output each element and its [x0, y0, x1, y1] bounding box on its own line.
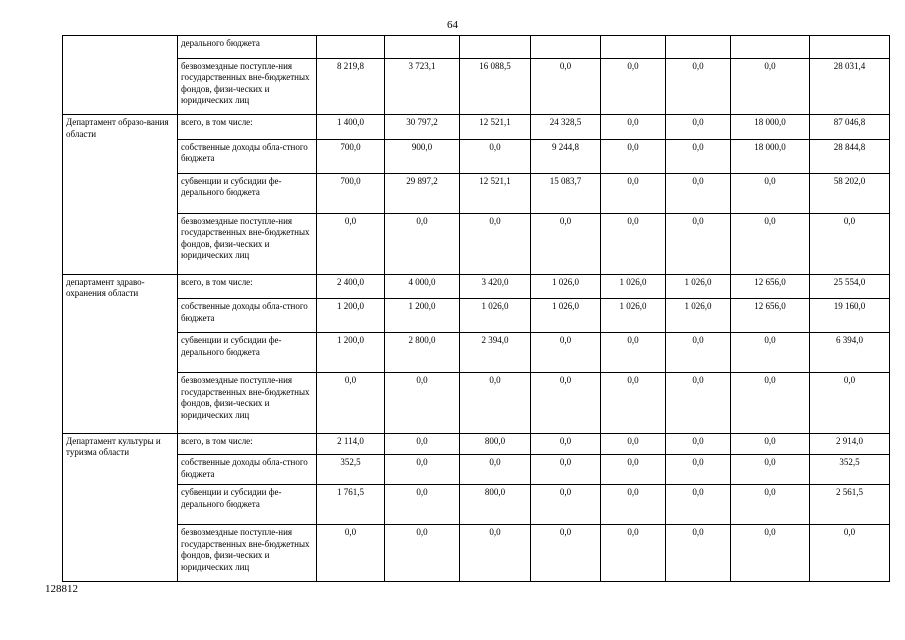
value-cell: 8 219,8 [317, 58, 385, 115]
value-cell: 0,0 [460, 525, 531, 582]
value-cell: 0,0 [531, 58, 601, 115]
value-cell: 1 026,0 [531, 274, 601, 299]
value-cell: 0,0 [731, 173, 810, 213]
value-cell: 0,0 [666, 373, 731, 434]
value-cell: 700,0 [317, 173, 385, 213]
value-cell: 2 400,0 [317, 274, 385, 299]
total-cell: 2 914,0 [810, 433, 890, 455]
value-cell: 0,0 [601, 213, 666, 274]
table-row [63, 333, 890, 373]
value-cell: 0,0 [666, 333, 731, 373]
funding-source-cell: безвозмездные поступле-ния государственных вне-бюджетных фондов, физи-ческих и юридических лиц [178, 213, 317, 274]
funding-source-cell: безвозмездные поступле-ния государственных вне-бюджетных фондов, физи-ческих и юридических лиц [178, 525, 317, 582]
table-row [63, 213, 890, 274]
value-cell: 0,0 [317, 373, 385, 434]
value-cell: 0,0 [601, 433, 666, 455]
funding-source-cell: всего, в том числе: [178, 433, 317, 455]
value-cell: 0,0 [666, 455, 731, 485]
table-row [63, 115, 890, 140]
value-cell: 1 026,0 [666, 299, 731, 333]
value-cell: 0,0 [731, 525, 810, 582]
value-cell: 0,0 [666, 433, 731, 455]
value-cell: 700,0 [317, 139, 385, 173]
value-cell: 0,0 [601, 373, 666, 434]
total-cell: 0,0 [810, 213, 890, 274]
value-cell: 1 200,0 [385, 299, 460, 333]
value-cell: 29 897,2 [385, 173, 460, 213]
value-cell: 0,0 [731, 485, 810, 525]
value-cell: 0,0 [601, 485, 666, 525]
value-cell: 0,0 [531, 455, 601, 485]
value-cell: 0,0 [731, 455, 810, 485]
total-cell: 28 031,4 [810, 58, 890, 115]
value-cell: 0,0 [731, 433, 810, 455]
value-cell: 0,0 [460, 373, 531, 434]
funding-source-cell: субвенции и субсидии фе-дерального бюджета [178, 173, 317, 213]
value-cell: 0,0 [385, 213, 460, 274]
department-name: Департамент образо-вания области [63, 115, 178, 274]
value-cell: 0,0 [531, 433, 601, 455]
value-cell: 0,0 [531, 213, 601, 274]
total-cell: 25 554,0 [810, 274, 890, 299]
value-cell: 12 521,1 [460, 173, 531, 213]
total-cell: 352,5 [810, 455, 890, 485]
value-cell: 0,0 [385, 455, 460, 485]
funding-source-cell: безвозмездные поступле-ния государственных вне-бюджетных фондов, физи-ческих и юридических лиц [178, 373, 317, 434]
value-cell: 0,0 [601, 173, 666, 213]
value-cell: 800,0 [460, 485, 531, 525]
funding-source-cell: всего, в том числе: [178, 274, 317, 299]
value-cell: 0,0 [666, 173, 731, 213]
total-cell: 19 160,0 [810, 299, 890, 333]
value-cell: 0,0 [731, 373, 810, 434]
table-row [63, 58, 890, 115]
table-body [63, 36, 890, 582]
value-cell: 0,0 [666, 115, 731, 140]
value-cell: 0,0 [317, 525, 385, 582]
table-row [63, 485, 890, 525]
value-cell: 1 026,0 [460, 299, 531, 333]
table-row [63, 139, 890, 173]
table-row [63, 373, 890, 434]
value-cell: 3 420,0 [460, 274, 531, 299]
total-cell: 2 561,5 [810, 485, 890, 525]
value-cell: 18 000,0 [731, 139, 810, 173]
value-cell: 0,0 [385, 373, 460, 434]
value-cell: 2 800,0 [385, 333, 460, 373]
value-cell: 1 761,5 [317, 485, 385, 525]
value-cell: 0,0 [666, 485, 731, 525]
table-row [63, 433, 890, 455]
value-cell: 0,0 [731, 58, 810, 115]
value-cell: 1 026,0 [601, 299, 666, 333]
funding-source-cell: собственные доходы обла-стного бюджета [178, 455, 317, 485]
document-code: 128812 [45, 583, 78, 595]
value-cell [531, 36, 601, 59]
total-cell: 0,0 [810, 373, 890, 434]
value-cell: 1 200,0 [317, 333, 385, 373]
value-cell: 0,0 [731, 333, 810, 373]
total-cell: 28 844,8 [810, 139, 890, 173]
value-cell: 352,5 [317, 455, 385, 485]
value-cell: 0,0 [460, 455, 531, 485]
value-cell [666, 36, 731, 59]
page-number: 64 [447, 19, 458, 31]
table-row [63, 525, 890, 582]
value-cell: 1 400,0 [317, 115, 385, 140]
value-cell: 0,0 [731, 213, 810, 274]
department-cell-continued [63, 36, 178, 115]
value-cell: 2 394,0 [460, 333, 531, 373]
value-cell: 1 200,0 [317, 299, 385, 333]
department-name: департамент здраво-охранения области [63, 274, 178, 433]
value-cell: 3 723,1 [385, 58, 460, 115]
value-cell: 0,0 [531, 485, 601, 525]
value-cell: 800,0 [460, 433, 531, 455]
value-cell: 0,0 [666, 525, 731, 582]
table-row [63, 173, 890, 213]
budget-table [62, 35, 890, 582]
value-cell: 0,0 [601, 139, 666, 173]
total-cell: 87 046,8 [810, 115, 890, 140]
value-cell: 2 114,0 [317, 433, 385, 455]
value-cell: 0,0 [601, 58, 666, 115]
funding-source-cell: собственные доходы обла-стного бюджета [178, 139, 317, 173]
value-cell [601, 36, 666, 59]
funding-source-cell: субвенции и субсидии фе-дерального бюджета [178, 333, 317, 373]
value-cell: 0,0 [385, 525, 460, 582]
value-cell: 0,0 [666, 58, 731, 115]
value-cell: 0,0 [317, 213, 385, 274]
value-cell [385, 36, 460, 59]
value-cell [317, 36, 385, 59]
table-row [63, 299, 890, 333]
value-cell: 0,0 [385, 485, 460, 525]
funding-source-cell: собственные доходы обла-стного бюджета [178, 299, 317, 333]
value-cell: 0,0 [385, 433, 460, 455]
value-cell: 4 000,0 [385, 274, 460, 299]
total-cell [810, 36, 890, 59]
value-cell: 9 244,8 [531, 139, 601, 173]
department-name: Департамент культуры и туризма области [63, 433, 178, 581]
table-row [63, 36, 890, 59]
table-row [63, 274, 890, 299]
value-cell: 0,0 [531, 525, 601, 582]
funding-source-cell: безвозмездные поступле-ния государственных вне-бюджетных фондов, физи-ческих и юридических лиц [178, 58, 317, 115]
value-cell: 0,0 [601, 455, 666, 485]
value-cell: 0,0 [460, 213, 531, 274]
total-cell: 0,0 [810, 525, 890, 582]
value-cell: 1 026,0 [531, 299, 601, 333]
total-cell: 6 394,0 [810, 333, 890, 373]
value-cell: 12 521,1 [460, 115, 531, 140]
value-cell: 15 083,7 [531, 173, 601, 213]
table-row [63, 455, 890, 485]
value-cell: 900,0 [385, 139, 460, 173]
value-cell: 0,0 [531, 333, 601, 373]
value-cell: 0,0 [601, 525, 666, 582]
value-cell: 0,0 [601, 115, 666, 140]
value-cell: 12 656,0 [731, 274, 810, 299]
value-cell: 12 656,0 [731, 299, 810, 333]
value-cell: 0,0 [666, 139, 731, 173]
value-cell: 0,0 [666, 213, 731, 274]
value-cell: 24 328,5 [531, 115, 601, 140]
funding-source-cell: всего, в том числе: [178, 115, 317, 140]
value-cell: 0,0 [601, 333, 666, 373]
value-cell [460, 36, 531, 59]
total-cell: 58 202,0 [810, 173, 890, 213]
funding-source-cell: дерального бюджета [178, 36, 317, 59]
value-cell: 1 026,0 [666, 274, 731, 299]
value-cell: 30 797,2 [385, 115, 460, 140]
value-cell: 18 000,0 [731, 115, 810, 140]
value-cell [731, 36, 810, 59]
value-cell: 16 088,5 [460, 58, 531, 115]
value-cell: 1 026,0 [601, 274, 666, 299]
value-cell: 0,0 [531, 373, 601, 434]
funding-source-cell: субвенции и субсидии фе-дерального бюджета [178, 485, 317, 525]
value-cell: 0,0 [460, 139, 531, 173]
